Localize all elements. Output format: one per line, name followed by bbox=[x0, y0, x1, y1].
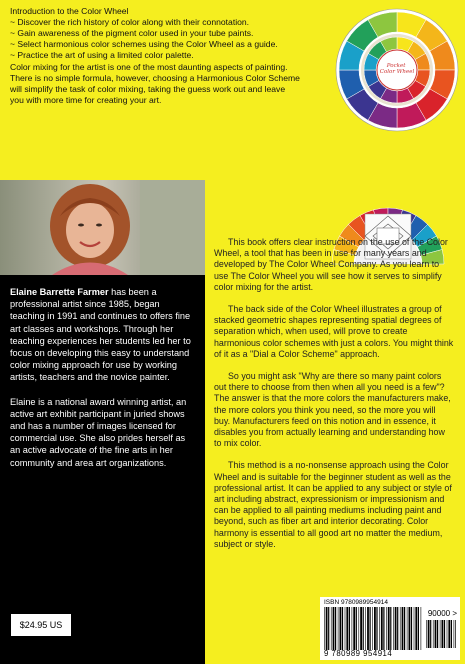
barcode-bar bbox=[397, 607, 398, 650]
barcode-bar bbox=[442, 620, 444, 648]
barcode-bar bbox=[437, 620, 438, 648]
barcode-bar bbox=[435, 620, 437, 648]
barcode-bar bbox=[379, 607, 380, 650]
barcode-bar bbox=[324, 607, 325, 650]
barcode-bar bbox=[395, 607, 397, 650]
description bbox=[214, 237, 454, 561]
barcode bbox=[320, 597, 460, 660]
barcode-bar bbox=[342, 607, 343, 650]
price-code: 90000 > bbox=[427, 609, 457, 618]
barcode-bar bbox=[335, 607, 336, 650]
barcode-bar bbox=[374, 607, 376, 650]
intro-bullet: ~ Practice the art of using a limited color palette. bbox=[10, 50, 194, 60]
barcode-bar bbox=[331, 607, 332, 650]
intro-paragraph-line: will simplify the task of color mixing, taking the guess work out and leave bbox=[10, 84, 286, 94]
ean-digits: 9 780989 954914 bbox=[324, 649, 393, 658]
barcode-bars bbox=[324, 607, 422, 650]
barcode-bar bbox=[414, 607, 415, 650]
barcode-bar bbox=[381, 607, 383, 650]
barcode-bar bbox=[444, 620, 445, 648]
author-photo bbox=[0, 180, 205, 275]
barcode-bar bbox=[447, 620, 448, 648]
bio-paragraph-1 bbox=[10, 286, 195, 384]
barcode-bar bbox=[367, 607, 369, 650]
barcode-bar bbox=[333, 607, 335, 650]
barcode-bar bbox=[426, 620, 427, 648]
barcode-bar bbox=[433, 620, 434, 648]
intro-bullet: ~ Gain awareness of the pigment color used in your tube paints. bbox=[10, 28, 254, 38]
barcode-bar bbox=[404, 607, 405, 650]
barcode-bar bbox=[400, 607, 401, 650]
intro-bullet: ~ Select harmonious color schemes using the Color Wheel as a guide. bbox=[10, 39, 278, 49]
barcode-bar bbox=[428, 620, 430, 648]
barcode-bar bbox=[411, 607, 412, 650]
intro-paragraph bbox=[10, 62, 310, 106]
bio-paragraph-2: Elaine is a national award winning artist, an active art exhibit participant in juried shows and has a number of images licensed for commercial use. She also prides herself as an active advocate of the fine arts in her community and area art organizations. bbox=[10, 396, 187, 468]
barcode-bar bbox=[363, 607, 364, 650]
barcode-bar bbox=[448, 620, 450, 648]
barcode-bar bbox=[440, 620, 441, 648]
barcode-bar bbox=[345, 607, 346, 650]
author-bio bbox=[10, 286, 195, 481]
intro-paragraph-line: There is no simple formula, however, choosing a Harmonious Color Scheme bbox=[10, 73, 300, 83]
description-paragraph: The back side of the Color Wheel illustrates a group of stacked geometric shapes representing spatial degrees of separation which, when used, will prove to create harmonious color schemes with just a colors. You might think of it as a "Dial a Color Scheme" approach. bbox=[214, 304, 454, 359]
barcode-bar bbox=[415, 607, 417, 650]
barcode-bar bbox=[430, 620, 431, 648]
description-paragraph: This book offers clear instruction on the use of the Color Wheel, a tool that has been in use for many years and developed by The Color Wheel Company. As you learn to use The Color Wheel you will see how it serves to simplify color mixing for the artist. bbox=[214, 237, 448, 292]
barcode-bar bbox=[376, 607, 377, 650]
barcode-bar bbox=[455, 620, 456, 648]
barcode-bar bbox=[409, 607, 411, 650]
intro-section bbox=[10, 6, 310, 106]
intro-paragraph-line: you with more time for creating your art. bbox=[10, 95, 162, 105]
barcode-bar bbox=[356, 607, 357, 650]
barcode-bar bbox=[451, 620, 452, 648]
barcode-bar bbox=[359, 607, 360, 650]
barcode-bar bbox=[402, 607, 404, 650]
price-tag: $24.95 US bbox=[10, 613, 72, 637]
barcode-bar bbox=[328, 607, 329, 650]
barcode-bar bbox=[326, 607, 328, 650]
barcode-bar bbox=[338, 607, 339, 650]
barcode-bar bbox=[372, 607, 373, 650]
description-paragraph: This method is a no-nonsense approach using the Color Wheel and is suitable for the beginner student as well as the professional artist. It can be applied to any subject or style of art including abstract, expressionism or impressionism and can be applied to all painting mediums including paint and beyond, such as fiber art and interior decorating. Color harmony is essential to all good art no matter the medium, subject or style. bbox=[214, 460, 452, 549]
barcode-bar bbox=[360, 607, 362, 650]
barcode-bar bbox=[365, 607, 366, 650]
isbn-text: ISBN 9780989954914 bbox=[324, 599, 388, 606]
barcode-bar bbox=[383, 607, 384, 650]
barcode-bar bbox=[386, 607, 387, 650]
barcode-bar bbox=[349, 607, 350, 650]
barcode-bar bbox=[352, 607, 353, 650]
barcode-bar bbox=[454, 620, 455, 648]
barcode-bar bbox=[418, 607, 419, 650]
intro-bullet: ~ Discover the rich history of color along with their connotation. bbox=[10, 17, 250, 27]
barcode-bar bbox=[388, 607, 390, 650]
barcode-bar bbox=[407, 607, 408, 650]
barcode-bar bbox=[370, 607, 371, 650]
color-wheel-front-image bbox=[335, 8, 459, 132]
barcode-bar bbox=[393, 607, 394, 650]
wheel-label: Pocket Color Wheel bbox=[379, 63, 415, 75]
intro-title: Introduction to the Color Wheel bbox=[10, 6, 129, 16]
barcode-bar bbox=[353, 607, 355, 650]
barcode-bar bbox=[346, 607, 348, 650]
intro-paragraph-line: Color mixing for the artist is one of the most daunting aspects of painting. bbox=[10, 62, 288, 72]
barcode-bar bbox=[340, 607, 342, 650]
author-name: Elaine Barrette Farmer bbox=[10, 287, 109, 297]
barcode-addon-bars bbox=[426, 620, 456, 648]
bio-paragraph-1-text: has been a professional artist since 1985, began teaching in 1991 and continues to offers fine art classes and workshops. Through her teaching experiences her students led her to focus on developing this easy to understand color mixing approach for use by working artists, teachers and the novice painter. bbox=[10, 287, 191, 383]
barcode-bar bbox=[421, 607, 422, 650]
description-paragraph: So you might ask "Why are there so many paint colors out there to choose from then when all you need is a few"? The answer is that the more colors the manufacturers make, the more colors you think you need, so the more you will buy. Manufacturers feed on this notion and in essence, it disables you from actually learning and understanding how to mix color. bbox=[214, 371, 451, 449]
barcode-bar bbox=[390, 607, 391, 650]
